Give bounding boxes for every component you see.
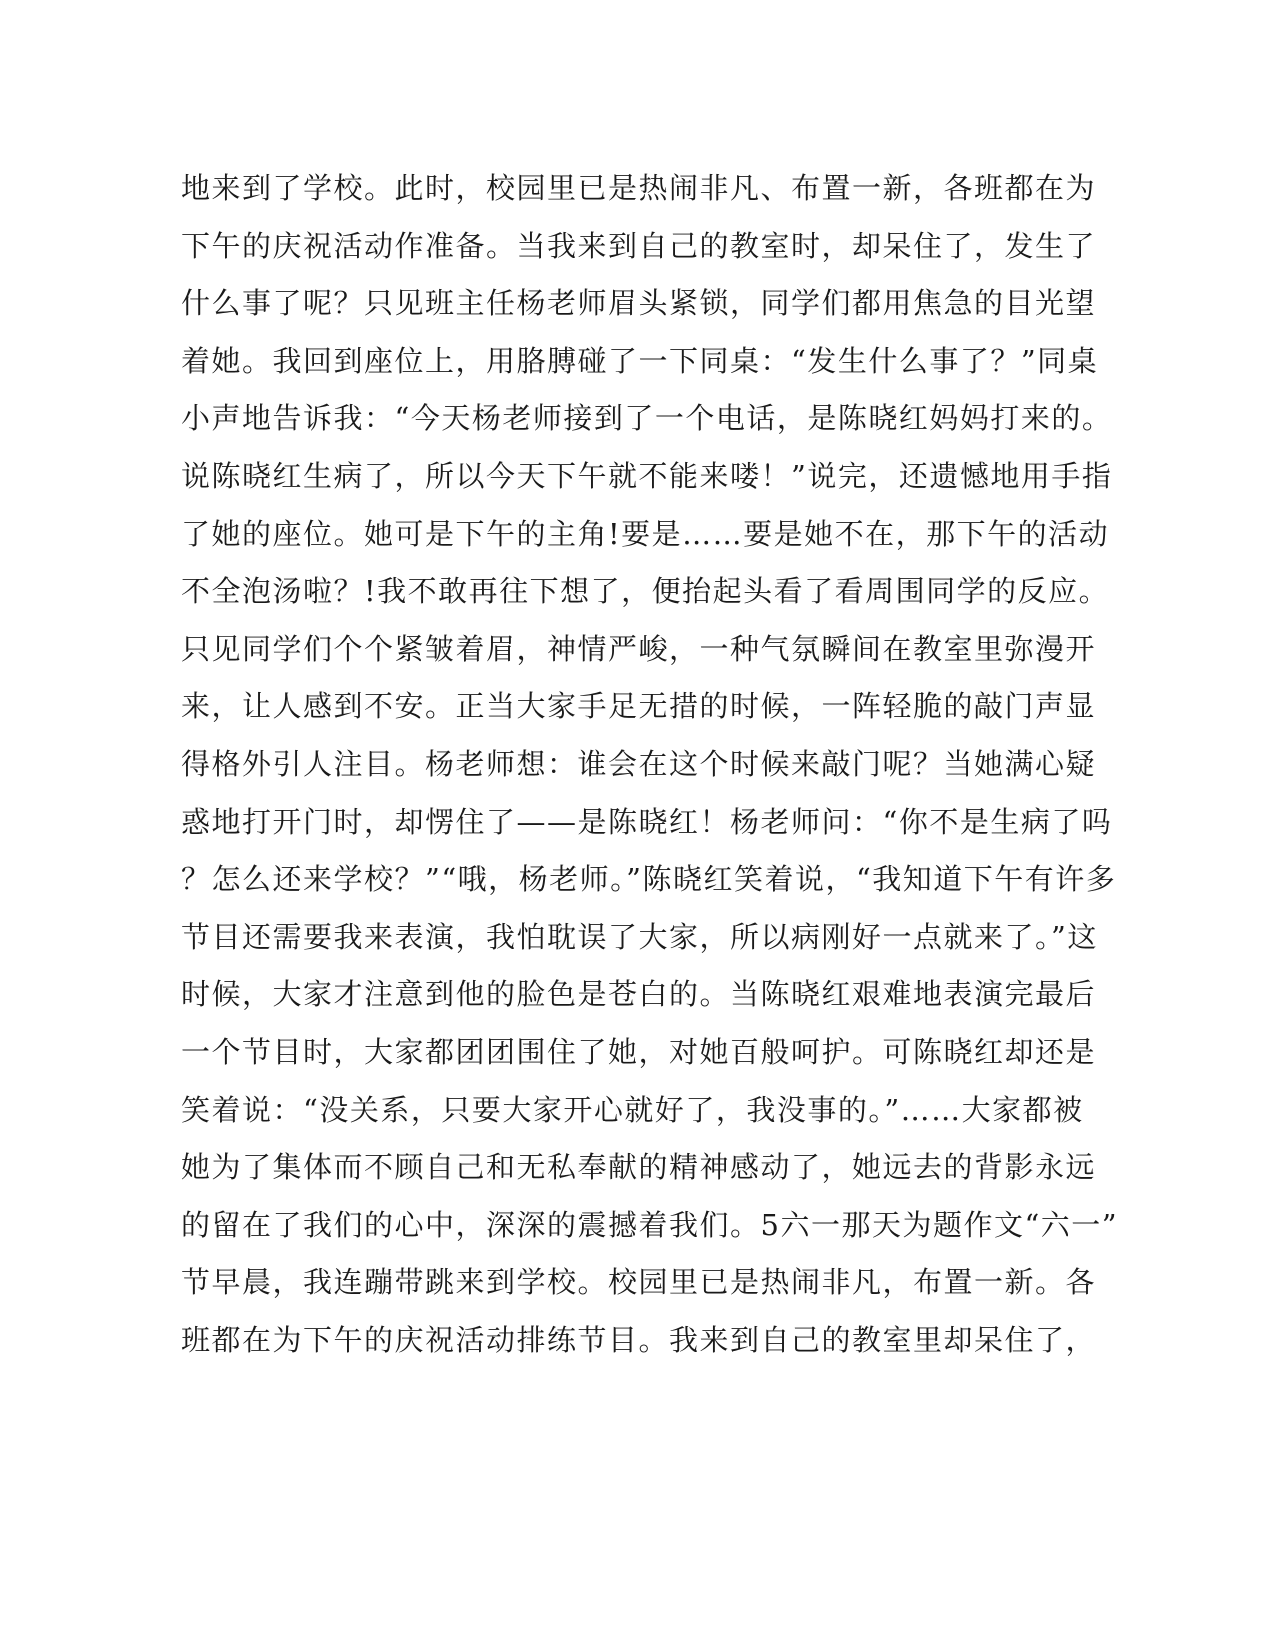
text-line: 什么事了呢？只见班主任杨老师眉头紧锁，同学们都用焦急的目光望 <box>181 286 1097 321</box>
text-line: 了她的座位。她可是下午的主角!要是……要是她不在，那下午的活动 <box>181 516 1110 551</box>
text-line: 的留在了我们的心中，深深的震撼着我们。5六一那天为题作文“六一” <box>181 1207 1119 1242</box>
text-line: 一个节目时，大家都团团围住了她，对她百般呵护。可陈晓红却还是 <box>181 1034 1097 1069</box>
text-line: 说陈晓红生病了，所以今天下午就不能来喽！”说完，还遗憾地用手指 <box>181 458 1113 493</box>
text-line: 下午的庆祝活动作准备。当我来到自己的教室时，却呆住了，发生了 <box>181 228 1097 263</box>
text-line: 得格外引人注目。杨老师想：谁会在这个时候来敲门呢？当她满心疑 <box>181 746 1097 781</box>
text-line: 地来到了学校。此时，校园里已是热闹非凡、布置一新，各班都在为 <box>181 171 1097 205</box>
text-line: 时候，大家才注意到他的脸色是苍白的。当陈晓红艰难地表演完最后 <box>181 977 1097 1012</box>
text-line: 小声地告诉我：“今天杨老师接到了一个电话，是陈晓红妈妈打来的。 <box>181 401 1113 436</box>
text-line: 惑地打开门时，却愣住了——是陈晓红！杨老师问：“你不是生病了吗 <box>181 804 1113 839</box>
text-line: 节目还需要我来表演，我怕耽误了大家，所以病刚好一点就来了。”这 <box>181 919 1098 954</box>
text-line: 班都在为下午的庆祝活动排练节目。我来到自己的教室里却呆住了， <box>181 1322 1097 1357</box>
text-line: 笑着说：“没关系，只要大家开心就好了，我没事的。”……大家都被 <box>181 1092 1084 1127</box>
text-line: 节早晨，我连蹦带跳来到学校。校园里已是热闹非凡，布置一新。各 <box>181 1265 1097 1300</box>
text-line: 不全泡汤啦？!我不敢再往下想了，便抬起头看了看周围同学的反应。 <box>181 574 1110 609</box>
text-line: 着她。我回到座位上，用胳膊碰了一下同桌：“发生什么事了？”同桌 <box>181 343 1099 378</box>
body-text <box>181 160 1119 1369</box>
text-line: 来，让人感到不安。正当大家手足无措的时候，一阵轻脆的敲门声显 <box>181 689 1097 724</box>
text-line: ？怎么还来学校？”“哦，杨老师。”陈晓红笑着说，“我知道下午有许多 <box>181 862 1117 897</box>
text-line: 只见同学们个个紧皱着眉，神情严峻，一种气氛瞬间在教室里弥漫开 <box>181 631 1097 666</box>
text-line: 她为了集体而不顾自己和无私奉献的精神感动了，她远去的背影永远 <box>181 1150 1097 1185</box>
